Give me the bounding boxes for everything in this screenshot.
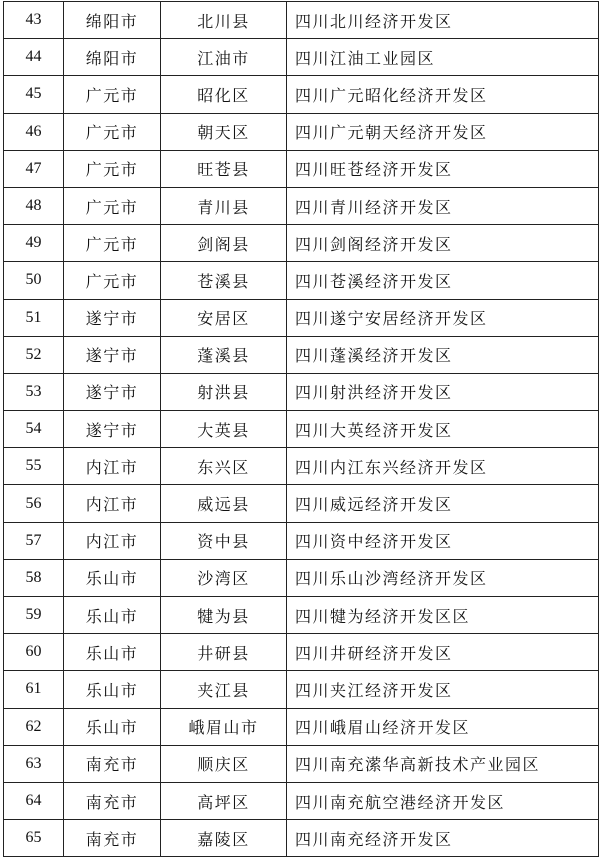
table-row [4, 336, 599, 373]
zone-name-cell: 四川旺苍经济开发区 [287, 150, 599, 187]
table-row [4, 820, 599, 857]
county-cell: 旺苍县 [161, 150, 287, 187]
table-row [4, 76, 599, 113]
table-row [4, 708, 599, 745]
table-row [4, 485, 599, 522]
city-cell: 乐山市 [64, 671, 161, 708]
city-cell: 南充市 [64, 782, 161, 819]
row-number-cell: 55 [4, 448, 64, 485]
zone-name-cell: 四川南充潆华高新技术产业园区 [287, 745, 599, 782]
city-cell: 广元市 [64, 187, 161, 224]
zone-name-cell: 四川峨眉山经济开发区 [287, 708, 599, 745]
row-number-cell: 58 [4, 559, 64, 596]
zone-name-cell: 四川南充经济开发区 [287, 820, 599, 857]
city-cell: 乐山市 [64, 708, 161, 745]
city-cell: 广元市 [64, 150, 161, 187]
zone-name-cell: 四川广元昭化经济开发区 [287, 76, 599, 113]
county-cell: 昭化区 [161, 76, 287, 113]
zone-name-cell: 四川乐山沙湾经济开发区 [287, 559, 599, 596]
row-number-cell: 59 [4, 597, 64, 634]
table-row [4, 597, 599, 634]
table-row [4, 522, 599, 559]
city-cell: 遂宁市 [64, 411, 161, 448]
row-number-cell: 43 [4, 2, 64, 39]
zone-name-cell: 四川威远经济开发区 [287, 485, 599, 522]
table-row [4, 411, 599, 448]
county-cell: 东兴区 [161, 448, 287, 485]
zone-name-cell: 四川射洪经济开发区 [287, 373, 599, 410]
row-number-cell: 50 [4, 262, 64, 299]
table-row [4, 262, 599, 299]
city-cell: 广元市 [64, 76, 161, 113]
row-number-cell: 48 [4, 187, 64, 224]
county-cell: 夹江县 [161, 671, 287, 708]
row-number-cell: 65 [4, 820, 64, 857]
table-row [4, 671, 599, 708]
row-number-cell: 53 [4, 373, 64, 410]
city-cell: 内江市 [64, 522, 161, 559]
table-row [4, 113, 599, 150]
row-number-cell: 57 [4, 522, 64, 559]
city-cell: 遂宁市 [64, 299, 161, 336]
zone-name-cell: 四川江油工业园区 [287, 39, 599, 76]
row-number-cell: 63 [4, 745, 64, 782]
county-cell: 朝天区 [161, 113, 287, 150]
row-number-cell: 54 [4, 411, 64, 448]
city-cell: 绵阳市 [64, 2, 161, 39]
city-cell: 乐山市 [64, 634, 161, 671]
zone-name-cell: 四川井研经济开发区 [287, 634, 599, 671]
county-cell: 威远县 [161, 485, 287, 522]
row-number-cell: 52 [4, 336, 64, 373]
zone-name-cell: 四川苍溪经济开发区 [287, 262, 599, 299]
county-cell: 高坪区 [161, 782, 287, 819]
city-cell: 遂宁市 [64, 336, 161, 373]
table-row [4, 225, 599, 262]
table-row [4, 39, 599, 76]
county-cell: 北川县 [161, 2, 287, 39]
table-row [4, 187, 599, 224]
city-cell: 乐山市 [64, 559, 161, 596]
row-number-cell: 49 [4, 225, 64, 262]
table-row [4, 299, 599, 336]
city-cell: 广元市 [64, 113, 161, 150]
city-cell: 南充市 [64, 820, 161, 857]
city-cell: 内江市 [64, 448, 161, 485]
table-row [4, 782, 599, 819]
city-cell: 南充市 [64, 745, 161, 782]
table-row [4, 2, 599, 39]
city-cell: 绵阳市 [64, 39, 161, 76]
table-row [4, 373, 599, 410]
county-cell: 安居区 [161, 299, 287, 336]
city-cell: 遂宁市 [64, 373, 161, 410]
row-number-cell: 51 [4, 299, 64, 336]
table-row [4, 150, 599, 187]
county-cell: 犍为县 [161, 597, 287, 634]
table-row [4, 745, 599, 782]
county-cell: 顺庆区 [161, 745, 287, 782]
zone-name-cell: 四川犍为经济开发区区 [287, 597, 599, 634]
table-row [4, 634, 599, 671]
county-cell: 资中县 [161, 522, 287, 559]
table-row [4, 448, 599, 485]
row-number-cell: 61 [4, 671, 64, 708]
city-cell: 广元市 [64, 225, 161, 262]
county-cell: 峨眉山市 [161, 708, 287, 745]
development-zone-table [3, 1, 599, 857]
zone-name-cell: 四川资中经济开发区 [287, 522, 599, 559]
county-cell: 青川县 [161, 187, 287, 224]
zone-name-cell: 四川青川经济开发区 [287, 187, 599, 224]
zone-name-cell: 四川剑阁经济开发区 [287, 225, 599, 262]
zone-name-cell: 四川大英经济开发区 [287, 411, 599, 448]
row-number-cell: 47 [4, 150, 64, 187]
zone-name-cell: 四川遂宁安居经济开发区 [287, 299, 599, 336]
table-row [4, 559, 599, 596]
zone-name-cell: 四川蓬溪经济开发区 [287, 336, 599, 373]
row-number-cell: 44 [4, 39, 64, 76]
county-cell: 井研县 [161, 634, 287, 671]
county-cell: 蓬溪县 [161, 336, 287, 373]
table-body [4, 2, 599, 857]
county-cell: 嘉陵区 [161, 820, 287, 857]
city-cell: 乐山市 [64, 597, 161, 634]
county-cell: 沙湾区 [161, 559, 287, 596]
zone-name-cell: 四川南充航空港经济开发区 [287, 782, 599, 819]
row-number-cell: 46 [4, 113, 64, 150]
city-cell: 广元市 [64, 262, 161, 299]
zone-name-cell: 四川夹江经济开发区 [287, 671, 599, 708]
row-number-cell: 56 [4, 485, 64, 522]
row-number-cell: 45 [4, 76, 64, 113]
county-cell: 大英县 [161, 411, 287, 448]
zone-name-cell: 四川内江东兴经济开发区 [287, 448, 599, 485]
county-cell: 剑阁县 [161, 225, 287, 262]
county-cell: 射洪县 [161, 373, 287, 410]
zone-name-cell: 四川广元朝天经济开发区 [287, 113, 599, 150]
county-cell: 江油市 [161, 39, 287, 76]
county-cell: 苍溪县 [161, 262, 287, 299]
row-number-cell: 64 [4, 782, 64, 819]
row-number-cell: 62 [4, 708, 64, 745]
city-cell: 内江市 [64, 485, 161, 522]
zone-name-cell: 四川北川经济开发区 [287, 2, 599, 39]
row-number-cell: 60 [4, 634, 64, 671]
